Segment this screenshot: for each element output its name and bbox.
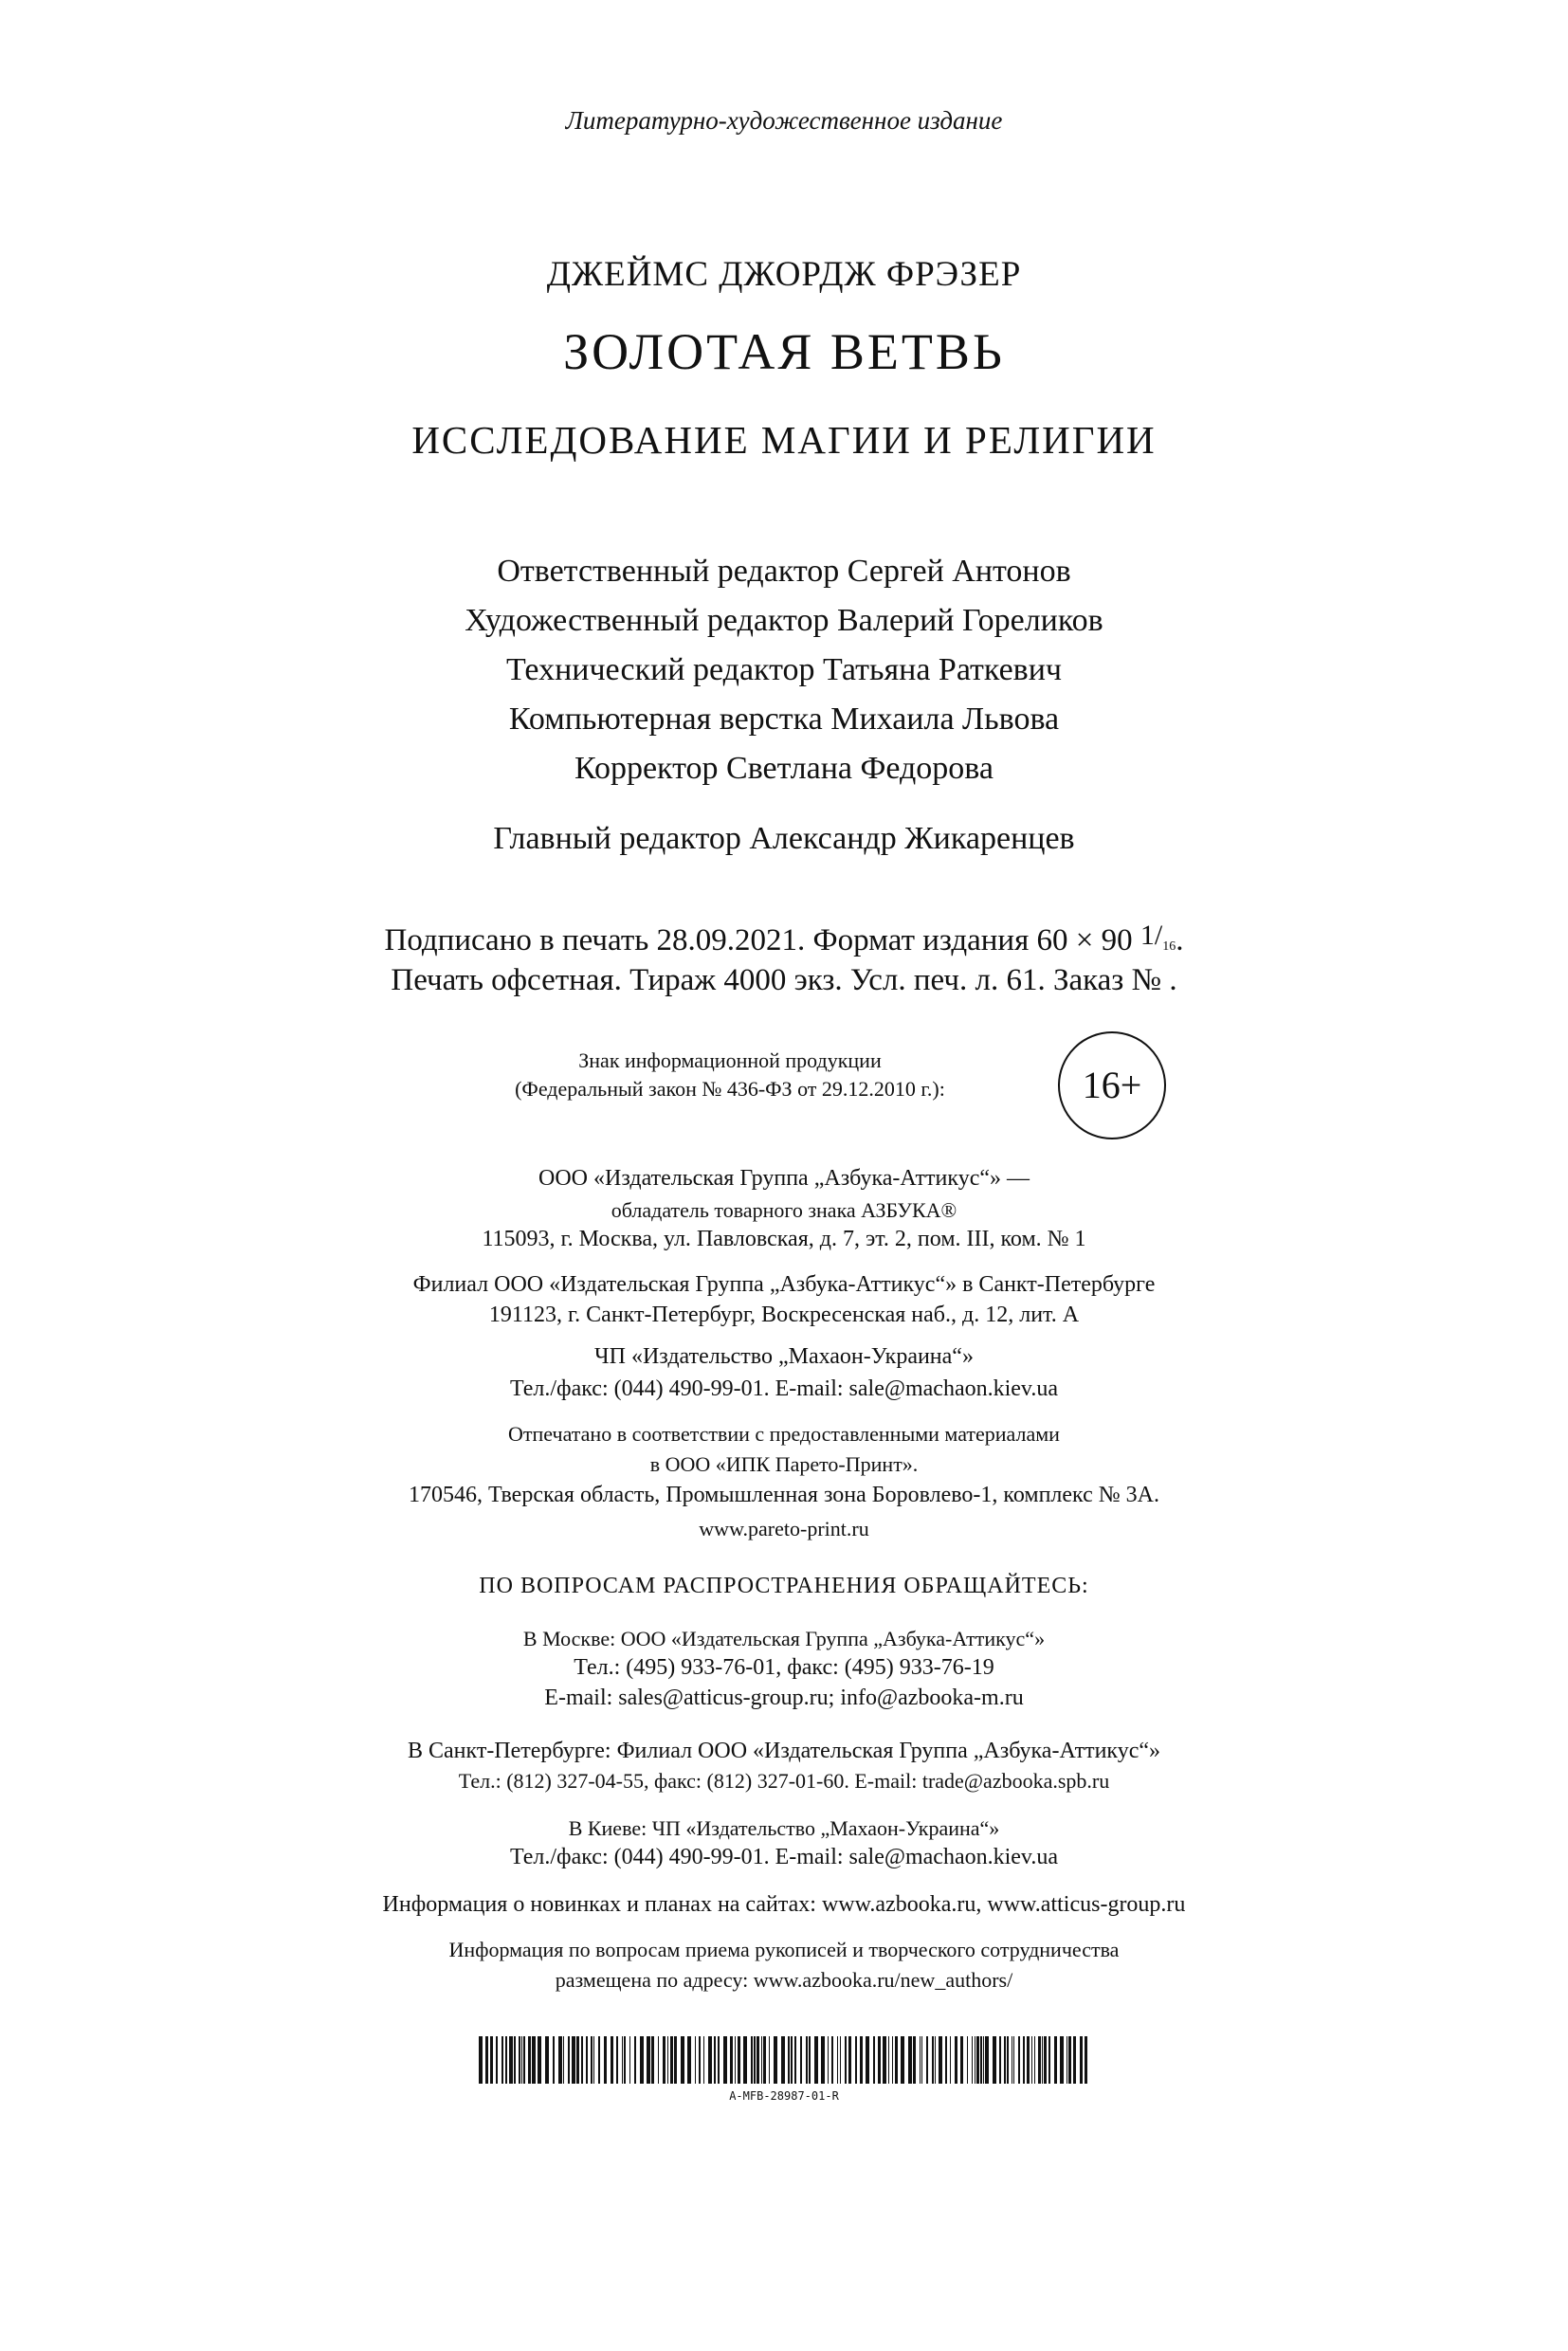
printer-line: в ООО «ИПК Парето-Принт». [649, 1452, 919, 1476]
barcode-bar [845, 2036, 847, 2084]
barcode-bar [490, 2036, 493, 2084]
barcode-bar [667, 2036, 668, 2084]
barcode-bar [699, 2036, 701, 2084]
barcode-bar [888, 2036, 889, 2084]
barcode-bar [1031, 2036, 1032, 2084]
barcode-bar [866, 2036, 869, 2084]
barcode-bar [848, 2036, 851, 2084]
barcode-bar [1013, 2036, 1014, 2084]
kiev-line: В Киеве: ЧП «Издательство „Махаон-Украина“» [568, 1816, 1000, 1840]
barcode-bar [781, 2036, 785, 2084]
ukraine-contacts: Тел./факс: (044) 490-99-01. E-mail: sale@machaon.kiev.ua [509, 1376, 1059, 1401]
barcode-bar [604, 2036, 607, 2084]
barcode-bar [532, 2036, 536, 2084]
age-sign-law: (Федеральный закон № 436-ФЗ от 29.12.2010 г.): [515, 1077, 945, 1101]
barcode-caption: A-MFB-28987-01-R [729, 2089, 839, 2103]
barcode-bar [985, 2036, 989, 2084]
barcode-bar [920, 2036, 921, 2084]
book-subtitle: ИССЛЕДОВАНИЕ МАГИИ И РЕЛИГИИ [411, 418, 1157, 462]
barcode-bar [873, 2036, 875, 2084]
format-fraction: $1/_{16}$ [1140, 920, 1176, 954]
barcode-bar [735, 2036, 736, 2084]
barcode-bar [1027, 2036, 1030, 2084]
printer-line: Отпечатано в соответствии с предоставленными материалами [508, 1422, 1060, 1446]
genre-label: Литературно-художественное издание [565, 106, 1003, 135]
kiev-contacts: Тел./факс: (044) 490-99-01. E-mail: sale@machaon.kiev.ua [509, 1845, 1059, 1869]
barcode-bar [1085, 2036, 1087, 2084]
barcode-bar [757, 2036, 759, 2084]
barcode-bar [708, 2036, 712, 2084]
barcode-bar [983, 2036, 984, 2084]
barcode-bar [538, 2036, 541, 2084]
barcode-bar [935, 2036, 936, 2084]
barcode-bar [809, 2036, 811, 2084]
barcode-bar [651, 2036, 654, 2084]
barcode-bar [687, 2036, 691, 2084]
printer-website: www.pareto-print.ru [699, 1517, 869, 1540]
barcode-bar [769, 2036, 770, 2084]
barcode-bar [670, 2036, 673, 2084]
barcode-bar [558, 2036, 562, 2084]
barcode-bar [622, 2036, 623, 2084]
barcode-bar [501, 2036, 503, 2084]
barcode-bar [932, 2036, 934, 2084]
barcode-bar [967, 2036, 968, 2084]
barcode-bar [774, 2036, 777, 2084]
barcode-bar [738, 2036, 740, 2084]
distribution-heading: ПО ВОПРОСАМ РАСПРОСТРАНЕНИЯ ОБРАЩАЙТЕСЬ: [479, 1574, 1089, 1598]
barcode-bar [640, 2036, 644, 2084]
barcode-bar [761, 2036, 762, 2084]
barcode-bar [1023, 2036, 1025, 2084]
barcode-bar [663, 2036, 665, 2084]
printer-address: 170546, Тверская область, Промышленная зона Боровлево-1, комплекс № 3А. [409, 1483, 1159, 1507]
barcode-bar [496, 2036, 498, 2084]
barcode [479, 2036, 1089, 2084]
barcode-bar [743, 2036, 747, 2084]
age-sign-label: Знак информационной продукции [578, 1048, 882, 1072]
publisher-line: ООО «Издательская Группа „Азбука-Аттикус“» — [538, 1166, 1030, 1191]
author-name: ДЖЕЙМС ДЖОРДЖ ФРЭЗЕР [546, 255, 1022, 294]
manuscripts-info: Информация по вопросам приема рукописей и творческого сотрудничества [448, 1938, 1120, 1961]
barcode-bar [980, 2036, 982, 2084]
barcode-bar [616, 2036, 618, 2084]
barcode-bar [855, 2036, 857, 2084]
barcode-bar [479, 2036, 483, 2084]
barcode-bar [634, 2036, 636, 2084]
credit-layout: Компьютерная верстка Михаила Львова [508, 702, 1060, 737]
barcode-bar [1044, 2036, 1047, 2084]
barcode-bar [895, 2036, 898, 2084]
barcode-bar [1080, 2036, 1083, 2084]
barcode-bar [485, 2036, 488, 2084]
barcode-bar [945, 2036, 947, 2084]
barcode-bar [913, 2036, 916, 2084]
barcode-bar [908, 2036, 912, 2084]
credit-proofreader: Корректор Светлана Федорова [574, 751, 994, 786]
barcode-bar [581, 2036, 583, 2084]
age-rating-badge: 16+ [1058, 1031, 1166, 1139]
barcode-bar [821, 2036, 825, 2084]
barcode-bar [788, 2036, 790, 2084]
barcode-bar [860, 2036, 863, 2084]
barcode-bar [901, 2036, 904, 2084]
barcode-bar [1060, 2036, 1064, 2084]
barcode-bar [831, 2036, 833, 2084]
barcode-bar [883, 2036, 886, 2084]
imprint-line-1: Подписано в печать 28.09.2021. Формат издания 60 × 90 $1/_{16}$. [384, 920, 1184, 957]
barcode-bar [1007, 2036, 1009, 2084]
imprint-line-2: Печать офсетная. Тираж 4000 экз. Усл. печ. л. 61. Заказ № . [391, 963, 1177, 997]
spb-line: В Санкт-Петербурге: Филиал ООО «Издательская Группа „Азбука-Аттикус“» [407, 1739, 1161, 1763]
barcode-bar [505, 2036, 507, 2084]
barcode-bar [976, 2036, 979, 2084]
barcode-bar [629, 2036, 630, 2084]
barcode-bar [576, 2036, 579, 2084]
barcode-bar [1054, 2036, 1057, 2084]
credit-responsible-editor: Ответственный редактор Сергей Антонов [497, 554, 1071, 589]
manuscripts-address: размещена по адресу: www.azbooka.ru/new_authors/ [555, 1968, 1013, 1992]
barcode-bar [1042, 2036, 1043, 2084]
barcode-bar [955, 2036, 957, 2084]
barcode-bar [763, 2036, 766, 2084]
barcode-bar [586, 2036, 588, 2084]
moscow-email: E-mail: sales@atticus-group.ru; info@azbooka-m.ru [544, 1686, 1024, 1710]
barcode-bar [658, 2036, 659, 2084]
barcode-bar [647, 2036, 650, 2084]
barcode-bar [591, 2036, 593, 2084]
barcode-bar [751, 2036, 753, 2084]
barcode-bar [718, 2036, 720, 2084]
barcode-bar [754, 2036, 756, 2084]
barcode-bar [703, 2036, 704, 2084]
spb-contacts: Тел.: (812) 327-04-55, факс: (812) 327-01-60. E-mail: trade@azbooka.spb.ru [458, 1769, 1110, 1793]
barcode-bar [800, 2036, 802, 2084]
barcode-bar [1004, 2036, 1006, 2084]
barcode-bar [611, 2036, 613, 2084]
barcode-bar [509, 2036, 513, 2084]
branch-line: Филиал ООО «Издательская Группа „Азбука-Аттикус“» в Санкт-Петербурге [412, 1272, 1156, 1297]
barcode-bar [528, 2036, 531, 2084]
barcode-bar [939, 2036, 942, 2084]
barcode-bar [921, 2036, 922, 2084]
barcode-bar [1034, 2036, 1035, 2084]
barcode-bar [714, 2036, 716, 2084]
barcode-bar [960, 2036, 963, 2084]
barcode-bar [523, 2036, 525, 2084]
barcode-bar [674, 2036, 677, 2084]
book-title: ЗОЛОТАЯ ВЕТВЬ [563, 323, 1005, 380]
barcode-bar [593, 2036, 594, 2084]
barcode-bar [791, 2036, 793, 2084]
barcode-bar [553, 2036, 555, 2084]
barcode-bar [1038, 2036, 1041, 2084]
barcode-bar [514, 2036, 516, 2084]
barcode-bar [814, 2036, 818, 2084]
barcode-bar [1048, 2036, 1050, 2084]
barcode-bar [993, 2036, 996, 2084]
barcode-bar [950, 2036, 951, 2084]
branch-address: 191123, г. Санкт-Петербург, Воскресенская наб., д. 12, лит. А [488, 1303, 1080, 1327]
barcode-bar [681, 2036, 684, 2084]
barcode-bar [892, 2036, 893, 2084]
barcode-bar [545, 2036, 549, 2084]
barcode-bar [624, 2036, 626, 2084]
barcode-bar [572, 2036, 575, 2084]
chief-editor: Главный редактор Александр Жикаренцев [493, 821, 1075, 856]
barcode-bar [926, 2036, 928, 2084]
moscow-line: В Москве: ООО «Издательская Группа „Азбука-Аттикус“» [522, 1627, 1046, 1650]
barcode-bar [730, 2036, 733, 2084]
barcode-bar [1073, 2036, 1076, 2084]
barcode-bar [695, 2036, 696, 2084]
credit-art-editor: Художественный редактор Валерий Гореликов [465, 603, 1103, 638]
barcode-bar [598, 2036, 600, 2084]
moscow-phones: Тел.: (495) 933-76-01, факс: (495) 933-76-19 [574, 1655, 994, 1680]
barcode-bar [521, 2036, 522, 2084]
barcode-bar [972, 2036, 973, 2084]
ukraine-line: ЧП «Издательство „Махаон-Украина“» [594, 1344, 974, 1369]
barcode-bar [828, 2036, 829, 2084]
barcode-bar [878, 2036, 881, 2084]
barcode-bar [999, 2036, 1001, 2084]
barcode-bar [1018, 2036, 1020, 2084]
barcode-bar [563, 2036, 564, 2084]
credit-technical-editor: Технический редактор Татьяна Раткевич [505, 652, 1063, 687]
barcode-bar [723, 2036, 727, 2084]
barcode-bar [837, 2036, 838, 2084]
barcode-bar [1068, 2036, 1071, 2084]
publisher-address: 115093, г. Москва, ул. Павловская, д. 7, эт. 2, пом. III, ком. № 1 [482, 1227, 1086, 1251]
barcode-bar [519, 2036, 520, 2084]
barcode-bar [568, 2036, 570, 2084]
barcode-bar [794, 2036, 796, 2084]
websites-info: Информация о новинках и планах на сайтах: www.azbooka.ru, www.atticus-group.ru [382, 1892, 1186, 1917]
publisher-line: обладатель товарного знака АЗБУКА® [611, 1198, 957, 1222]
barcode-bar [806, 2036, 808, 2084]
barcode-bar [840, 2036, 841, 2084]
